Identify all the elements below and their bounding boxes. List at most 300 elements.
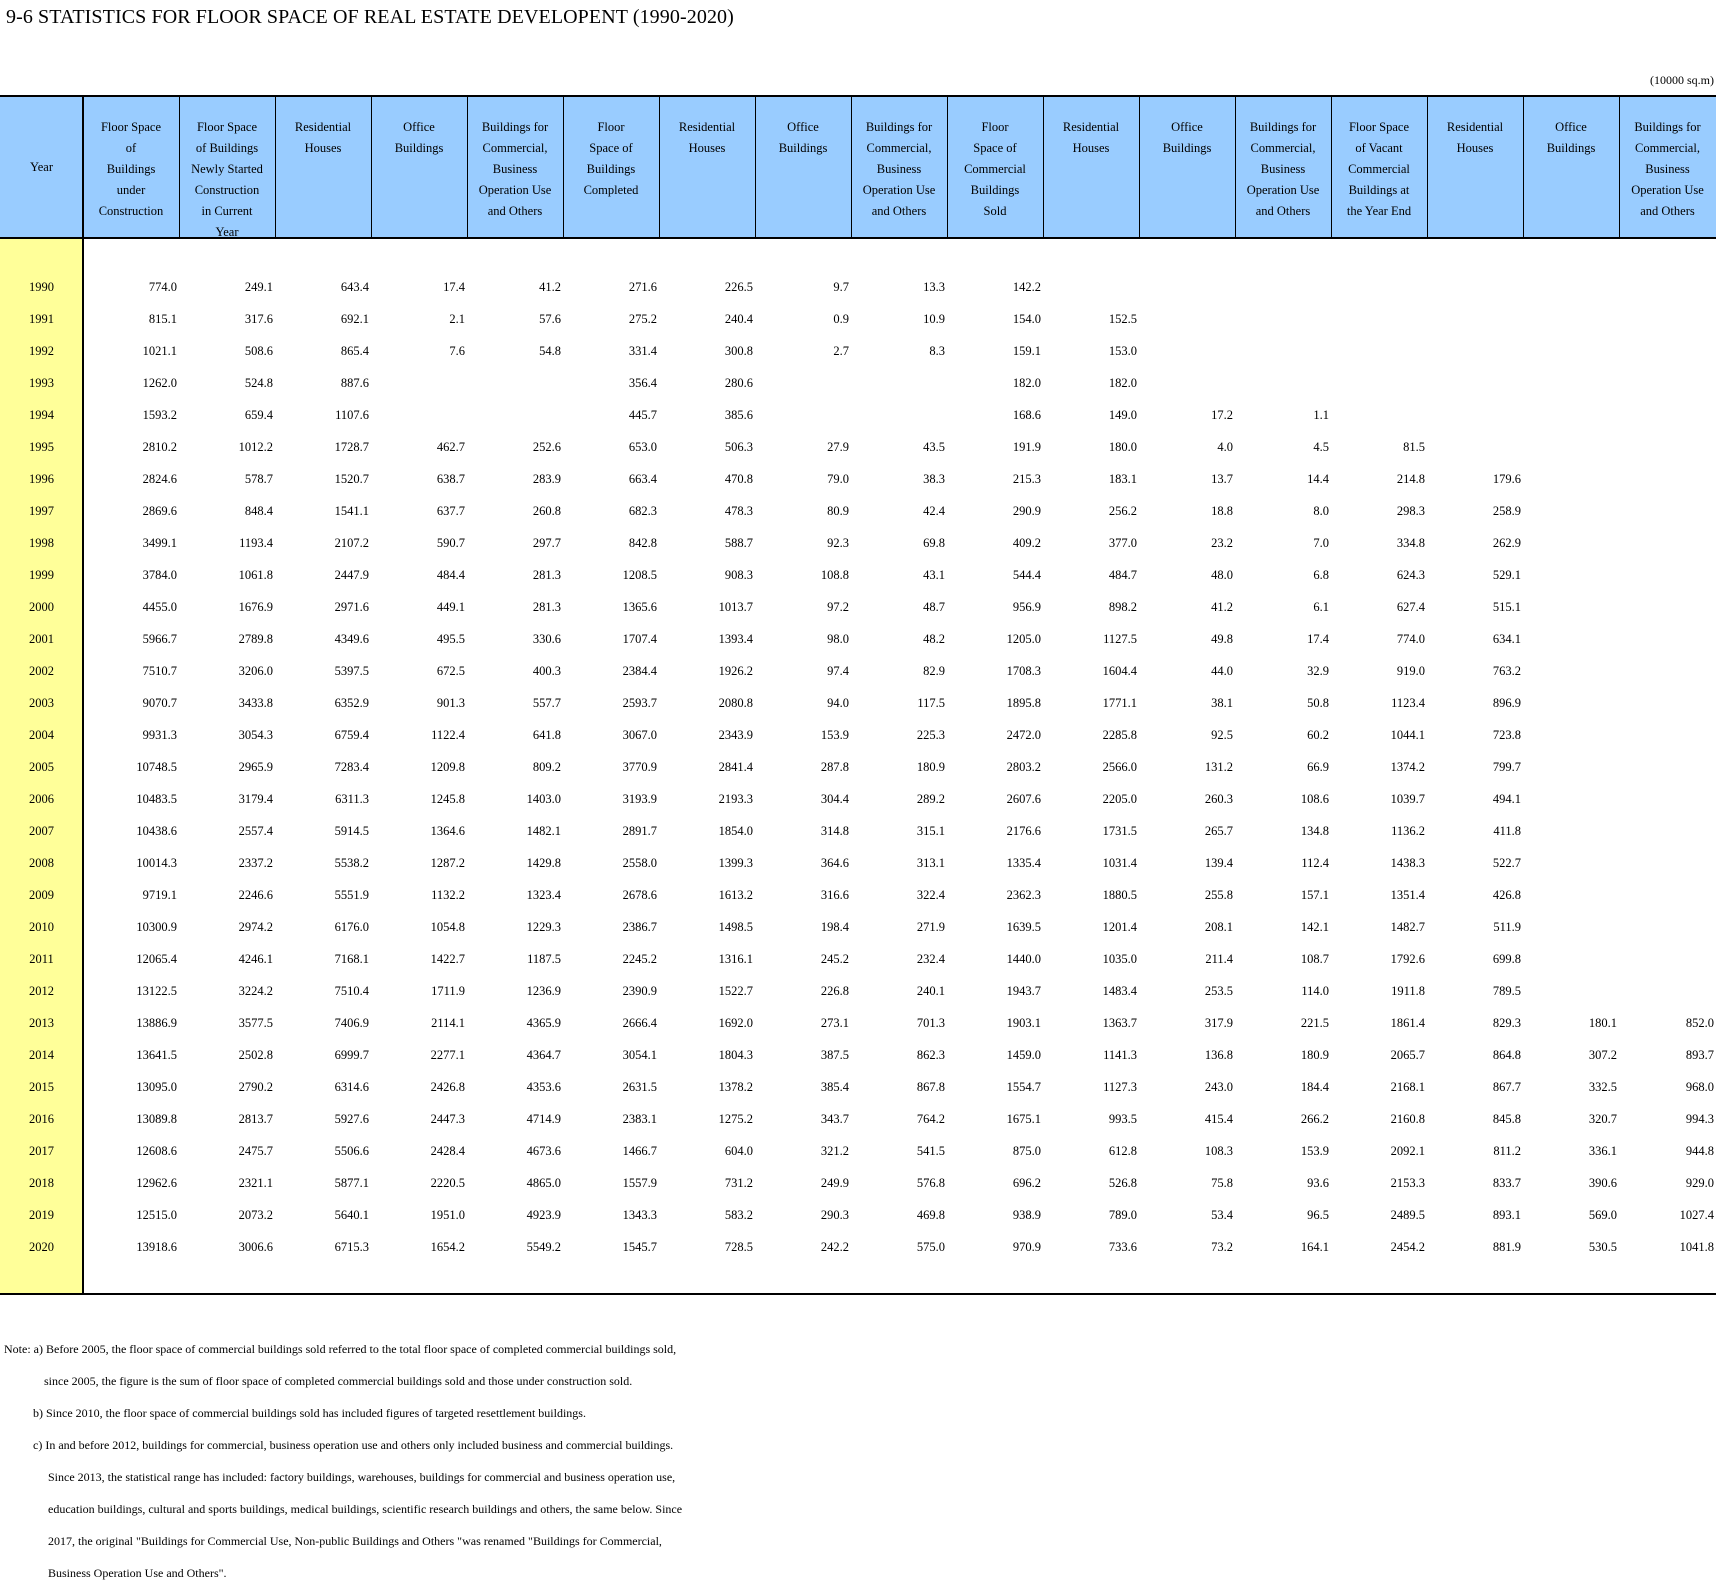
table-cell: 0.9 <box>833 312 849 326</box>
table-cell: 723.8 <box>1492 728 1521 742</box>
table-cell: 3006.6 <box>238 1240 273 1254</box>
table-cell: 692.1 <box>340 312 369 326</box>
column-header-label: Buildings for Commercial, Business Operation Use and Others <box>1631 120 1704 218</box>
table-cell: 583.2 <box>724 1208 753 1222</box>
column-header <box>1043 95 1139 239</box>
row-year: 2005 <box>29 760 54 774</box>
table-cell: 484.7 <box>1108 568 1137 582</box>
table-cell: 4365.9 <box>526 1016 561 1030</box>
column-header-label: Residential Houses <box>294 120 352 155</box>
row-year: 2007 <box>29 824 54 838</box>
table-cell: 131.2 <box>1204 760 1233 774</box>
header-divider <box>1427 95 1428 239</box>
table-cell: 9.7 <box>833 280 849 294</box>
table-cell: 332.5 <box>1588 1080 1617 1094</box>
table-cell: 17.4 <box>1307 632 1329 646</box>
column-header <box>179 95 275 239</box>
table-cell: 1903.1 <box>1006 1016 1041 1030</box>
table-row <box>0 593 1716 625</box>
header-year <box>0 95 83 239</box>
table-cell: 232.4 <box>916 952 945 966</box>
table-cell: 255.8 <box>1204 888 1233 902</box>
table-cell: 242.2 <box>820 1240 849 1254</box>
table-cell: 1021.1 <box>142 344 177 358</box>
table-cell: 1275.2 <box>718 1112 753 1126</box>
header-divider <box>179 95 180 239</box>
table-cell: 1708.3 <box>1006 664 1041 678</box>
table-cell: 12962.6 <box>136 1176 177 1190</box>
table-cell: 3784.0 <box>142 568 177 582</box>
table-cell: 3193.9 <box>622 792 657 806</box>
table-cell: 66.9 <box>1307 760 1329 774</box>
table-cell: 956.9 <box>1012 600 1041 614</box>
table-cell: 2566.0 <box>1102 760 1137 774</box>
table-cell: 256.2 <box>1108 504 1137 518</box>
table-cell: 97.2 <box>827 600 849 614</box>
table-cell: 506.3 <box>724 440 753 454</box>
table-cell: 153.9 <box>1300 1144 1329 1158</box>
table-cell: 13089.8 <box>136 1112 177 1126</box>
table-cell: 578.7 <box>244 472 273 486</box>
table-cell: 1482.1 <box>526 824 561 838</box>
table-cell: 696.2 <box>1012 1176 1041 1190</box>
table-cell: 211.4 <box>1205 952 1233 966</box>
table-cell: 2489.5 <box>1390 1208 1425 1222</box>
table-cell: 2160.8 <box>1390 1112 1425 1126</box>
statistics-table <box>0 95 1716 1297</box>
table-cell: 4246.1 <box>238 952 273 966</box>
table-cell: 1193.4 <box>239 536 273 550</box>
table-cell: 842.8 <box>628 536 657 550</box>
table-cell: 3054.3 <box>238 728 273 742</box>
table-cell: 13886.9 <box>136 1016 177 1030</box>
table-cell: 7510.7 <box>142 664 177 678</box>
table-cell: 41.2 <box>539 280 561 294</box>
table-cell: 1208.5 <box>622 568 657 582</box>
table-cell: 2475.7 <box>238 1144 273 1158</box>
table-cell: 2557.4 <box>238 824 273 838</box>
table-cell: 409.2 <box>1012 536 1041 550</box>
table-cell: 6352.9 <box>334 696 369 710</box>
table-cell: 252.6 <box>532 440 561 454</box>
table-cell: 17.2 <box>1211 408 1233 422</box>
table-row <box>0 785 1716 817</box>
table-cell: 7168.1 <box>334 952 369 966</box>
table-cell: 641.8 <box>532 728 561 742</box>
table-cell: 833.7 <box>1492 1176 1521 1190</box>
column-header <box>371 95 467 239</box>
table-cell: 4673.6 <box>526 1144 561 1158</box>
table-cell: 6999.7 <box>334 1048 369 1062</box>
table-cell: 627.4 <box>1396 600 1425 614</box>
table-cell: 297.7 <box>532 536 561 550</box>
table-cell: 400.3 <box>532 664 561 678</box>
row-year: 1996 <box>29 472 54 486</box>
column-header-label: Buildings for Commercial, Business Operation Use and Others <box>862 120 936 218</box>
table-cell: 569.0 <box>1588 1208 1617 1222</box>
table-cell: 1013.7 <box>718 600 753 614</box>
header-divider <box>1523 95 1524 239</box>
table-cell: 763.2 <box>1492 664 1521 678</box>
table-cell: 10.9 <box>923 312 945 326</box>
table-cell: 2080.8 <box>718 696 753 710</box>
table-cell: 544.4 <box>1012 568 1041 582</box>
table-cell: 5927.6 <box>334 1112 369 1126</box>
table-cell: 4865.0 <box>526 1176 561 1190</box>
column-header-label: Floor Space of Vacant Commercial Buildings at the Year End <box>1346 120 1412 218</box>
table-cell: 1136.2 <box>1391 824 1425 838</box>
table-cell: 944.8 <box>1685 1144 1714 1158</box>
table-cell: 390.6 <box>1588 1176 1617 1190</box>
table-cell: 887.6 <box>340 376 369 390</box>
table-cell: 1676.9 <box>238 600 273 614</box>
table-cell: 18.8 <box>1211 504 1233 518</box>
column-header-label: Floor Space of Buildings under Construction <box>98 120 164 218</box>
table-row <box>0 337 1716 369</box>
table-cell: 8.0 <box>1313 504 1329 518</box>
table-cell: 5640.1 <box>334 1208 369 1222</box>
table-cell: 271.6 <box>628 280 657 294</box>
table-cell: 811.2 <box>1493 1144 1521 1158</box>
table-cell: 317.9 <box>1204 1016 1233 1030</box>
table-cell: 938.9 <box>1012 1208 1041 1222</box>
table-cell: 164.1 <box>1300 1240 1329 1254</box>
table-cell: 1351.4 <box>1390 888 1425 902</box>
table-cell: 604.0 <box>724 1144 753 1158</box>
table-cell: 262.9 <box>1492 536 1521 550</box>
row-year: 1997 <box>29 504 54 518</box>
table-cell: 699.8 <box>1492 952 1521 966</box>
row-year: 2015 <box>29 1080 54 1094</box>
table-cell: 179.6 <box>1492 472 1521 486</box>
table-cell: 149.0 <box>1108 408 1137 422</box>
table-cell: 4349.6 <box>334 632 369 646</box>
table-cell: 6311.3 <box>335 792 369 806</box>
table-row <box>0 369 1716 401</box>
table-cell: 867.7 <box>1492 1080 1521 1094</box>
table-cell: 638.7 <box>436 472 465 486</box>
table-cell: 1374.2 <box>1390 760 1425 774</box>
table-cell: 13.3 <box>923 280 945 294</box>
table-cell: 1926.2 <box>718 664 753 678</box>
table-cell: 12515.0 <box>136 1208 177 1222</box>
table-cell: 50.8 <box>1307 696 1329 710</box>
column-header <box>1427 95 1523 239</box>
header-divider <box>755 95 756 239</box>
table-cell: 994.3 <box>1685 1112 1714 1126</box>
table-cell: 495.5 <box>436 632 465 646</box>
table-cell: 6314.6 <box>334 1080 369 1094</box>
table-cell: 3499.1 <box>142 536 177 550</box>
table-cell: 1187.5 <box>527 952 561 966</box>
table-cell: 49.8 <box>1211 632 1233 646</box>
table-cell: 322.4 <box>916 888 945 902</box>
table-cell: 2.7 <box>833 344 849 358</box>
table-cell: 23.2 <box>1211 536 1233 550</box>
table-cell: 298.3 <box>1396 504 1425 518</box>
table-cell: 108.8 <box>820 568 849 582</box>
table-cell: 5506.6 <box>334 1144 369 1158</box>
table-cell: 3206.0 <box>238 664 273 678</box>
row-year: 2003 <box>29 696 54 710</box>
column-header-label: Office Buildings <box>778 120 828 155</box>
table-cell: 484.4 <box>436 568 465 582</box>
table-cell: 13.7 <box>1211 472 1233 486</box>
column-header-label: Year <box>29 159 54 174</box>
header-divider <box>563 95 564 239</box>
table-cell: 60.2 <box>1307 728 1329 742</box>
table-cell: 2607.6 <box>1006 792 1041 806</box>
table-cell: 108.3 <box>1204 1144 1233 1158</box>
table-cell: 336.1 <box>1588 1144 1617 1158</box>
row-year: 1993 <box>29 376 54 390</box>
table-row <box>0 273 1716 305</box>
table-row <box>0 657 1716 689</box>
table-cell: 672.5 <box>436 664 465 678</box>
table-cell: 867.8 <box>916 1080 945 1094</box>
table-cell: 1731.5 <box>1102 824 1137 838</box>
table-cell: 41.2 <box>1211 600 1233 614</box>
table-cell: 75.8 <box>1211 1176 1233 1190</box>
table-cell: 13095.0 <box>136 1080 177 1094</box>
table-row <box>0 721 1716 753</box>
table-cell: 10438.6 <box>136 824 177 838</box>
table-cell: 862.3 <box>916 1048 945 1062</box>
column-header <box>851 95 947 239</box>
table-cell: 6176.0 <box>334 920 369 934</box>
table-cell: 240.4 <box>724 312 753 326</box>
table-row <box>0 1105 1716 1137</box>
table-cell: 1205.0 <box>1006 632 1041 646</box>
table-cell: 1364.6 <box>430 824 465 838</box>
column-header-label: Buildings for Commercial, Business Operation Use and Others <box>478 120 552 218</box>
table-cell: 1771.1 <box>1102 696 1137 710</box>
table-cell: 321.2 <box>820 1144 849 1158</box>
table-cell: 1363.7 <box>1102 1016 1137 1030</box>
table-cell: 245.2 <box>820 952 849 966</box>
table-cell: 2384.4 <box>622 664 657 678</box>
table-cell: 69.8 <box>923 536 945 550</box>
row-year: 1999 <box>29 568 54 582</box>
table-cell: 449.1 <box>436 600 465 614</box>
table-cell: 258.9 <box>1492 504 1521 518</box>
row-year: 1995 <box>29 440 54 454</box>
table-cell: 5538.2 <box>334 856 369 870</box>
table-cell: 108.6 <box>1300 792 1329 806</box>
table-cell: 1403.0 <box>526 792 561 806</box>
table-cell: 653.0 <box>628 440 657 454</box>
table-cell: 253.5 <box>1204 984 1233 998</box>
table-cell: 180.1 <box>1588 1016 1617 1030</box>
table-cell: 226.8 <box>820 984 849 998</box>
table-cell: 2.1 <box>449 312 465 326</box>
table-cell: 14.4 <box>1307 472 1329 486</box>
table-cell: 43.5 <box>923 440 945 454</box>
header-divider <box>467 95 468 239</box>
table-cell: 159.1 <box>1012 344 1041 358</box>
table-cell: 1711.9 <box>431 984 465 998</box>
table-cell: 2558.0 <box>622 856 657 870</box>
table-cell: 2065.7 <box>1390 1048 1425 1062</box>
table-cell: 2193.3 <box>718 792 753 806</box>
table-cell: 134.8 <box>1300 824 1329 838</box>
table-cell: 287.8 <box>820 760 849 774</box>
table-cell: 508.6 <box>244 344 273 358</box>
table-cell: 92.3 <box>827 536 849 550</box>
table-cell: 330.6 <box>532 632 561 646</box>
table-cell: 893.1 <box>1492 1208 1521 1222</box>
table-cell: 2813.7 <box>238 1112 273 1126</box>
table-cell: 54.8 <box>539 344 561 358</box>
column-header <box>947 95 1043 239</box>
table-cell: 875.0 <box>1012 1144 1041 1158</box>
column-header-label: Floor Space of Commercial Buildings Sold <box>964 120 1026 218</box>
table-cell: 1880.5 <box>1102 888 1137 902</box>
column-header-label: Office Buildings <box>1162 120 1212 155</box>
table-cell: 901.3 <box>436 696 465 710</box>
header-divider <box>1043 95 1044 239</box>
table-cell: 522.7 <box>1492 856 1521 870</box>
table-cell: 1141.3 <box>1103 1048 1137 1062</box>
table-row <box>0 689 1716 721</box>
table-cell: 2631.5 <box>622 1080 657 1094</box>
table-cell: 2678.6 <box>622 888 657 902</box>
table-cell: 307.2 <box>1588 1048 1617 1062</box>
table-cell: 3179.4 <box>238 792 273 806</box>
table-cell: 191.9 <box>1012 440 1041 454</box>
table-cell: 97.4 <box>827 664 849 678</box>
table-cell: 240.1 <box>916 984 945 998</box>
table-cell: 317.6 <box>244 312 273 326</box>
table-row <box>0 305 1716 337</box>
table-cell: 1031.4 <box>1102 856 1137 870</box>
table-cell: 10300.9 <box>136 920 177 934</box>
table-cell: 343.7 <box>820 1112 849 1126</box>
table-cell: 6715.3 <box>334 1240 369 1254</box>
column-header-label: Office Buildings <box>1546 120 1596 155</box>
table-cell: 634.1 <box>1492 632 1521 646</box>
row-year: 2009 <box>29 888 54 902</box>
table-row <box>0 465 1716 497</box>
column-header <box>563 95 659 239</box>
table-cell: 643.4 <box>340 280 369 294</box>
table-cell: 1393.4 <box>718 632 753 646</box>
table-cell: 183.1 <box>1108 472 1137 486</box>
table-cell: 1604.4 <box>1102 664 1137 678</box>
table-row <box>0 401 1716 433</box>
table-cell: 7406.9 <box>334 1016 369 1030</box>
table-cell: 168.6 <box>1012 408 1041 422</box>
table-cell: 17.4 <box>443 280 465 294</box>
table-cell: 2666.4 <box>622 1016 657 1030</box>
table-cell: 42.4 <box>923 504 945 518</box>
table-cell: 1440.0 <box>1006 952 1041 966</box>
row-year: 2016 <box>29 1112 54 1126</box>
note-line: 2017, the original "Buildings for Commercial Use, Non-public Buildings and Others "was renamed "Buildings for Commercial, <box>48 1534 662 1548</box>
table-cell: 590.7 <box>436 536 465 550</box>
table-cell: 9931.3 <box>142 728 177 742</box>
note-line: Note: a) Before 2005, the floor space of commercial buildings sold referred to the total floor space of completed commercial buildings sold, <box>4 1342 677 1356</box>
header-divider <box>275 95 276 239</box>
table-cell: 2277.1 <box>430 1048 465 1062</box>
table-cell: 2869.6 <box>142 504 177 518</box>
table-cell: 2472.0 <box>1006 728 1041 742</box>
column-header-label: Residential Houses <box>1446 120 1504 155</box>
table-row <box>0 497 1716 529</box>
table-cell: 524.8 <box>244 376 273 390</box>
table-cell: 364.6 <box>820 856 849 870</box>
table-cell: 2390.9 <box>622 984 657 998</box>
table-cell: 2321.1 <box>238 1176 273 1190</box>
table-row <box>0 1041 1716 1073</box>
row-year: 2001 <box>29 632 54 646</box>
table-cell: 2891.7 <box>622 824 657 838</box>
table-cell: 1041.8 <box>1679 1240 1714 1254</box>
table-cell: 1498.5 <box>718 920 753 934</box>
page-title: 9-6 STATISTICS FOR FLOOR SPACE OF REAL ESTATE DEVELOPENT (1990-2020) <box>6 6 734 28</box>
table-row <box>0 529 1716 561</box>
table-cell: 275.2 <box>628 312 657 326</box>
table-cell: 48.7 <box>923 600 945 614</box>
column-header <box>1523 95 1619 239</box>
header-divider <box>1139 95 1140 239</box>
table-row <box>0 433 1716 465</box>
table-cell: 575.0 <box>916 1240 945 1254</box>
table-cell: 1692.0 <box>718 1016 753 1030</box>
table-cell: 3224.2 <box>238 984 273 998</box>
table-cell: 316.6 <box>820 888 849 902</box>
table-cell: 117.5 <box>917 696 945 710</box>
column-header <box>83 95 179 239</box>
table-cell: 1911.8 <box>1391 984 1425 998</box>
table-cell: 1422.7 <box>430 952 465 966</box>
table-cell: 38.1 <box>1211 696 1233 710</box>
column-header <box>275 95 371 239</box>
table-cell: 153.9 <box>820 728 849 742</box>
table-cell: 1557.9 <box>622 1176 657 1190</box>
header-divider <box>1619 95 1620 239</box>
table-cell: 80.9 <box>827 504 849 518</box>
table-cell: 9070.7 <box>142 696 177 710</box>
table-cell: 142.1 <box>1300 920 1329 934</box>
table-cell: 663.4 <box>628 472 657 486</box>
table-cell: 1201.4 <box>1102 920 1137 934</box>
table-cell: 152.5 <box>1108 312 1137 326</box>
table-cell: 1132.2 <box>431 888 465 902</box>
table-cell: 2428.4 <box>430 1144 465 1158</box>
table-cell: 5914.5 <box>334 824 369 838</box>
table-cell: 1287.2 <box>430 856 465 870</box>
table-cell: 970.9 <box>1012 1240 1041 1254</box>
table-cell: 7510.4 <box>334 984 369 998</box>
table-cell: 1675.1 <box>1006 1112 1041 1126</box>
column-header-label: Floor Space of Buildings Completed <box>583 120 639 197</box>
table-cell: 81.5 <box>1403 440 1425 454</box>
table-cell: 1378.2 <box>718 1080 753 1094</box>
table-cell: 515.1 <box>1492 600 1521 614</box>
table-cell: 789.5 <box>1492 984 1521 998</box>
table-cell: 93.6 <box>1307 1176 1329 1190</box>
header-divider <box>371 95 372 239</box>
table-cell: 898.2 <box>1108 600 1137 614</box>
table-cell: 96.5 <box>1307 1208 1329 1222</box>
table-cell: 5966.7 <box>142 632 177 646</box>
table-cell: 2789.8 <box>238 632 273 646</box>
note-line: Since 2013, the statistical range has included: factory buildings, warehouses, buildings for commercial and business operation use, <box>48 1470 676 1484</box>
table-cell: 290.3 <box>820 1208 849 1222</box>
table-row <box>0 561 1716 593</box>
table-cell: 10483.5 <box>136 792 177 806</box>
